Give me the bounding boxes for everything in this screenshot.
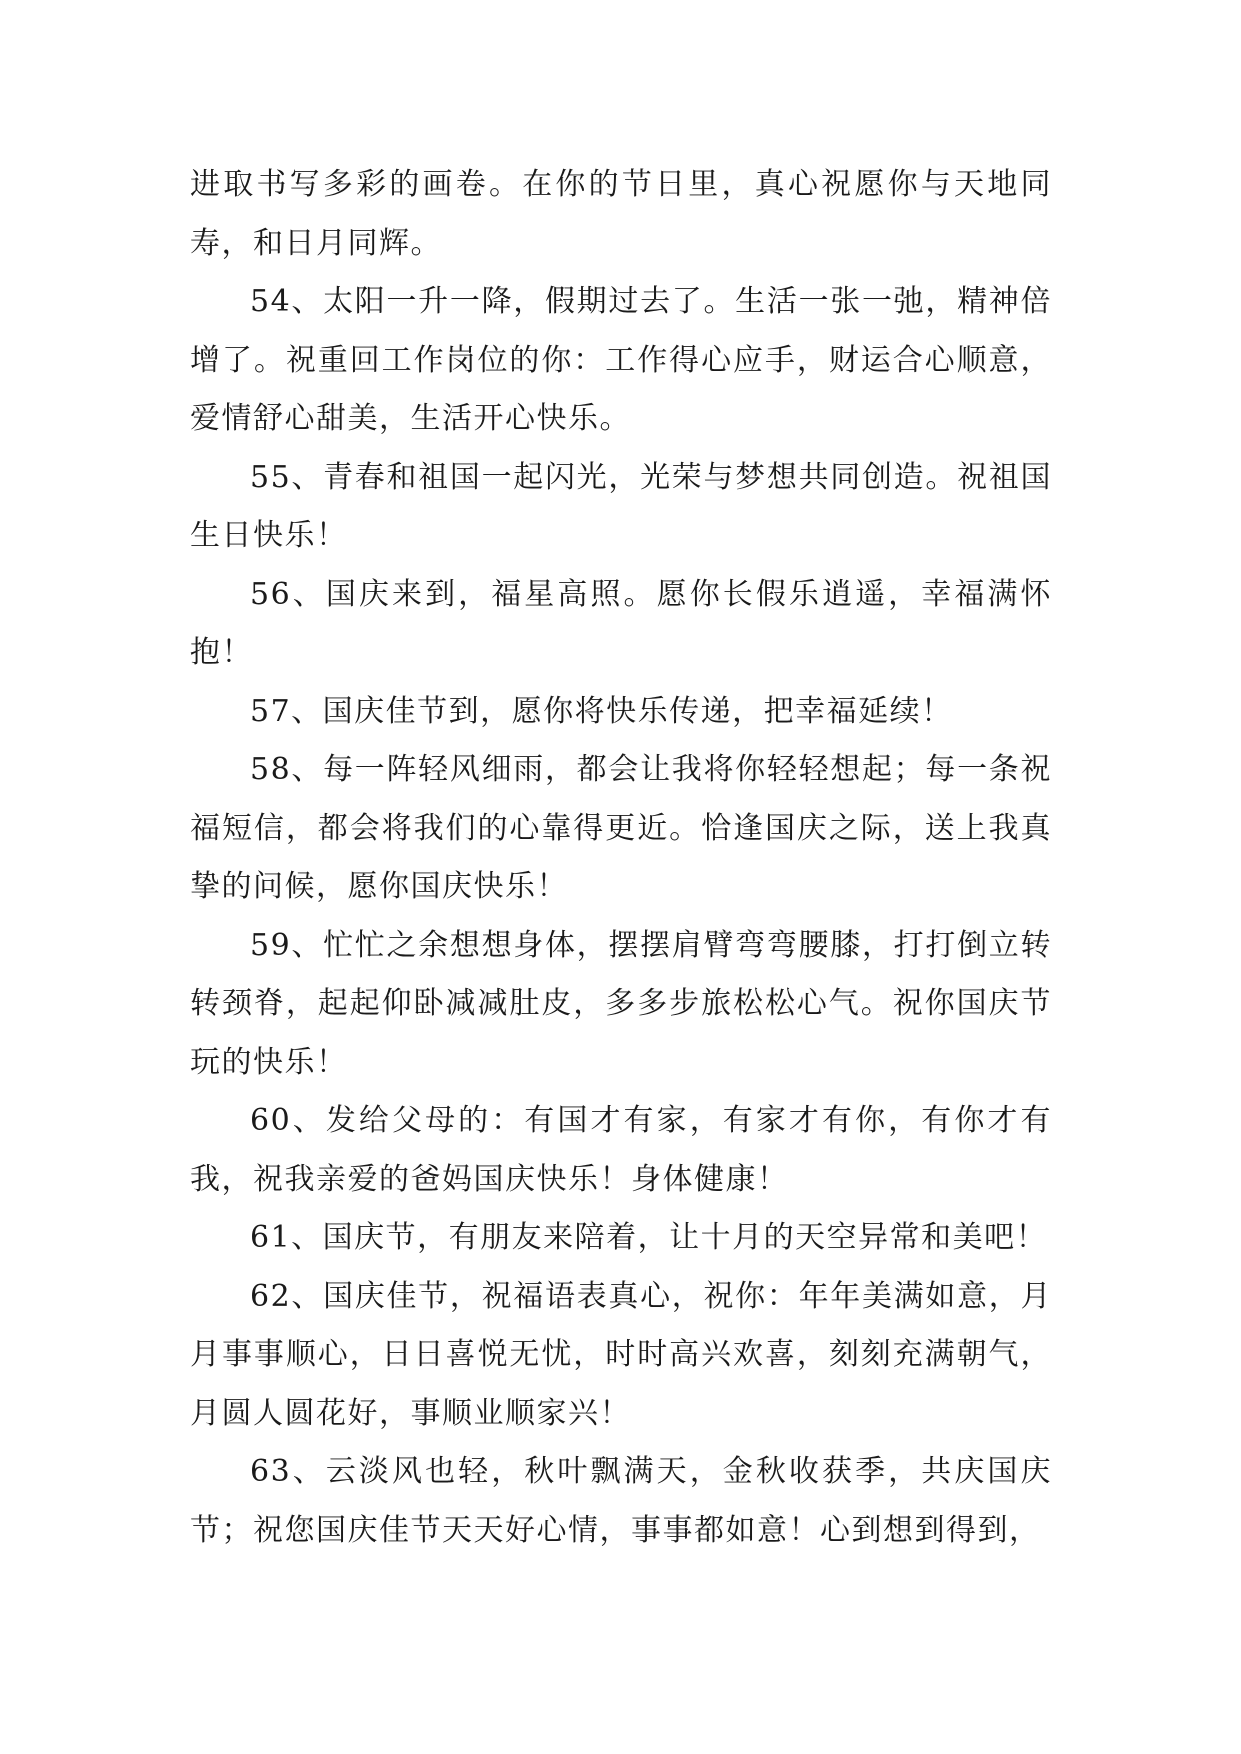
paragraph-62: 62、国庆佳节，祝福语表真心，祝你：年年美满如意，月月事事顺心，日日喜悦无忧，时时高兴欢喜，刻刻充满朝气，月圆人圆花好，事顺业顺家兴！ [190, 1278, 1052, 1431]
paragraph-56: 56、国庆来到，福星高照。愿你长假乐逍遥，幸福满怀抱！ [190, 576, 1052, 670]
body-text [190, 156, 1052, 1560]
paragraph-59: 59、忙忙之余想想身体，摆摆肩臂弯弯腰膝，打打倒立转转颈脊，起起仰卧减减肚皮，多多步旅松松心气。祝你国庆节玩的快乐！ [190, 927, 1052, 1080]
paragraph-55: 55、青春和祖国一起闪光，光荣与梦想共同创造。祝祖国生日快乐！ [190, 459, 1052, 553]
paragraph-63: 63、云淡风也轻，秋叶飘满天，金秋收获季，共庆国庆节；祝您国庆佳节天天好心情，事事都如意！心到想到得到， [190, 1454, 1052, 1548]
paragraph-continued: 进取书写多彩的画卷。在你的节日里，真心祝愿你与天地同寿，和日月同辉。 [190, 167, 1052, 261]
paragraph-60: 60、发给父母的：有国才有家，有家才有你，有你才有我，祝我亲爱的爸妈国庆快乐！身体健康！ [190, 1103, 1052, 1197]
paragraph-57: 57、国庆佳节到，愿你将快乐传递，把幸福延续！ [250, 693, 953, 729]
paragraph-61: 61、国庆节，有朋友来陪着，让十月的天空异常和美吧！ [250, 1220, 1048, 1255]
paragraph-54: 54、太阳一升一降，假期过去了。生活一张一弛，精神倍增了。祝重回工作岗位的你：工作得心应手，财运合心顺意，爱情舒心甜美，生活开心快乐。 [190, 284, 1052, 436]
paragraph-58: 58、每一阵轻风细雨，都会让我将你轻轻想起；每一条祝福短信，都会将我们的心靠得更近。恰逢国庆之际，送上我真挚的问候，愿你国庆快乐！ [190, 752, 1052, 904]
